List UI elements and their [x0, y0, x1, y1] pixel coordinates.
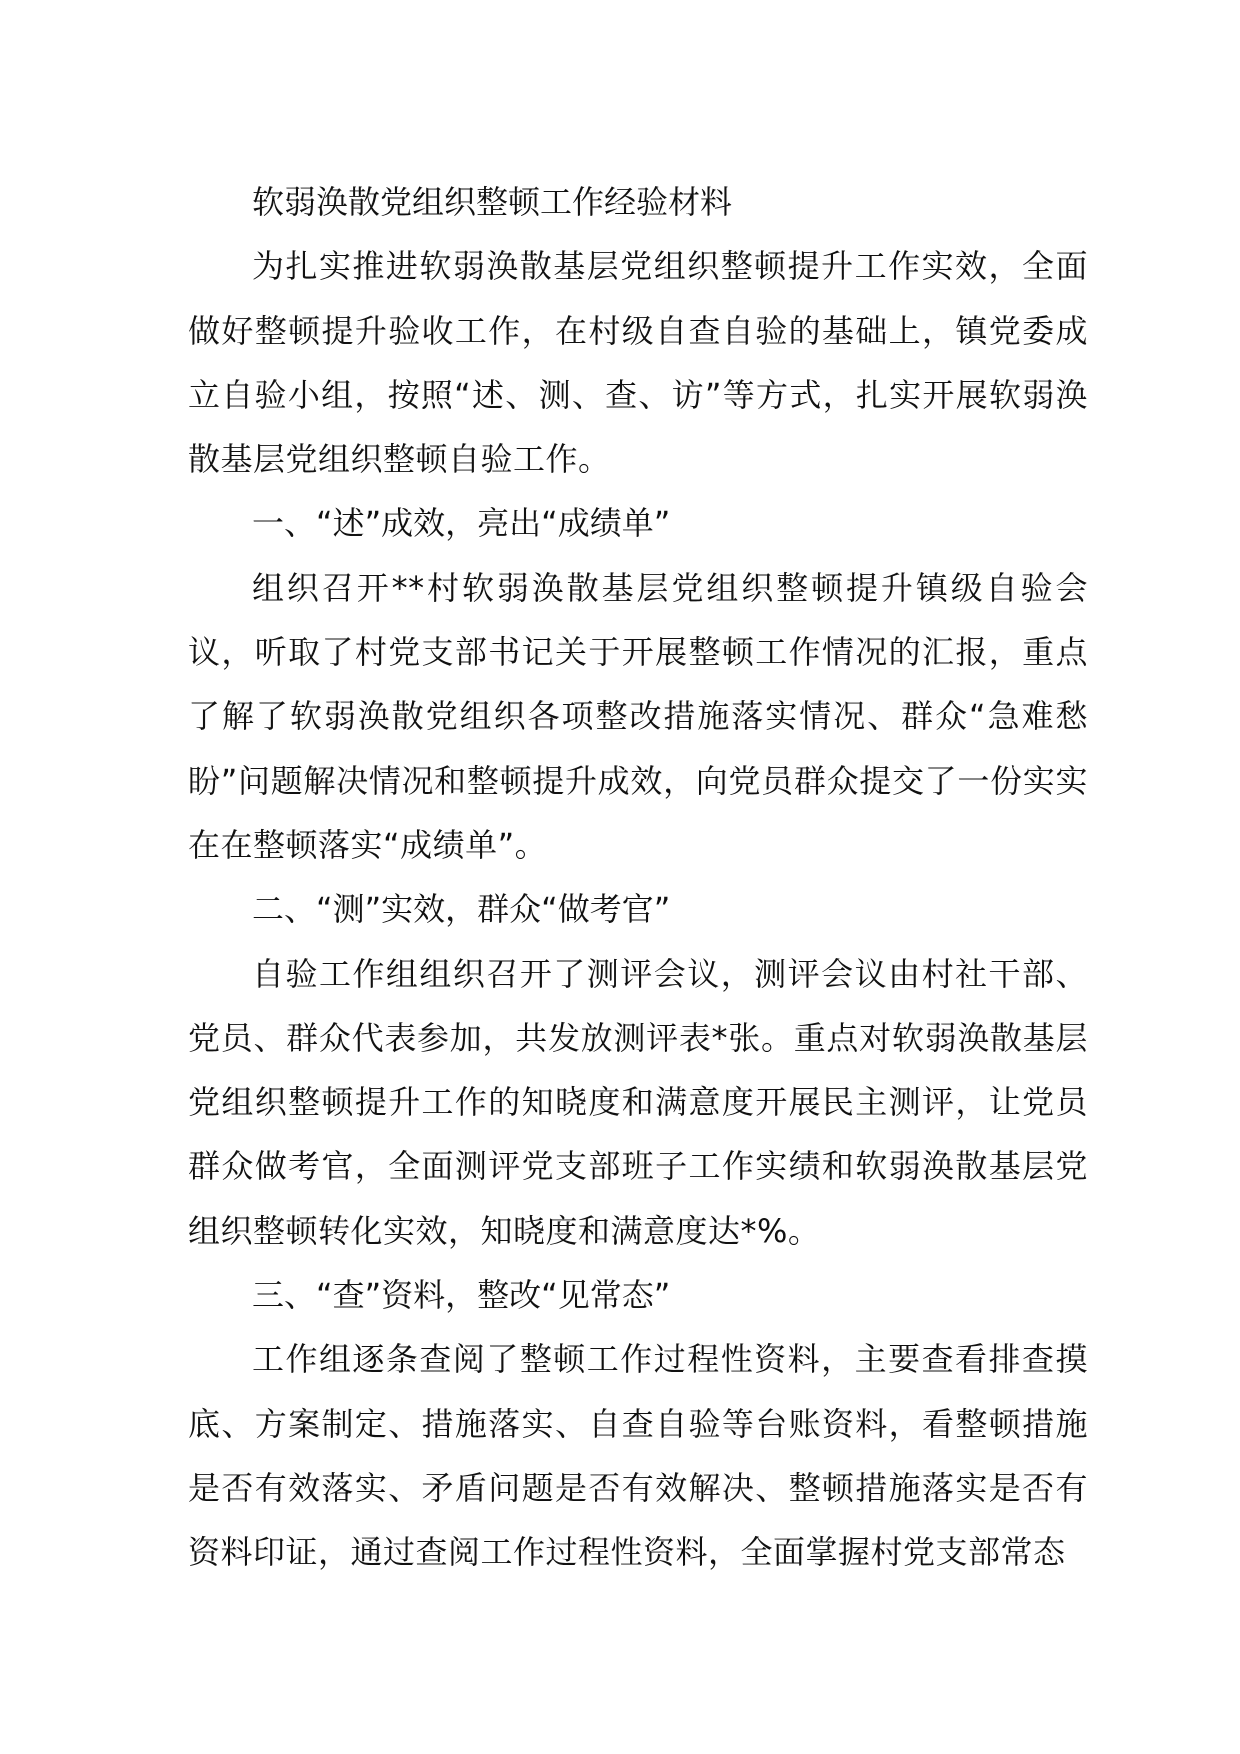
section-body-3: 工作组逐条查阅了整顿工作过程性资料，主要查看排查摸底、方案制定、措施落实、自查自验等台账资料，看整顿措施是否有效落实、矛盾问题是否有效解决、整顿措施落实是否有资料印证，通过查阅工作过程性资料，全面掌握村党支部常态 [188, 1340, 1088, 1572]
section-heading-2: 二、“测”实效，群众“做考官” [252, 890, 671, 929]
document-body [188, 170, 1088, 1585]
section-body-1: 组织召开**村软弱涣散基层党组织整顿提升镇级自验会议，听取了村党支部书记关于开展整顿工作情况的汇报，重点了解了软弱涣散党组织各项整改措施落实情况、群众“急难愁盼”问题解决情况和整顿提升成效，向党员群众提交了一份实实在在整顿落实“成绩单”。 [188, 568, 1088, 864]
document-title: 软弱涣散党组织整顿工作经验材料 [252, 183, 733, 221]
section-heading-1: 一、“述”成效，亮出“成绩单” [252, 504, 671, 543]
section-body-2: 自验工作组组织召开了测评会议，测评会议由村社干部、党员、群众代表参加，共发放测评表*张。重点对软弱涣散基层党组织整顿提升工作的知晓度和满意度开展民主测评，让党员群众做考官，全面测评党支部班子工作实绩和软弱涣散基层党组织整顿转化实效，知晓度和满意度达*%。 [188, 954, 1088, 1250]
intro-paragraph: 为扎实推进软弱涣散基层党组织整顿提升工作实效，全面做好整顿提升验收工作，在村级自查自验的基础上，镇党委成立自验小组，按照“述、测、查、访”等方式，扎实开展软弱涣散基层党组织整顿自验工作。 [188, 247, 1088, 479]
section-heading-3: 三、“查”资料，整改“见常态” [252, 1276, 671, 1315]
